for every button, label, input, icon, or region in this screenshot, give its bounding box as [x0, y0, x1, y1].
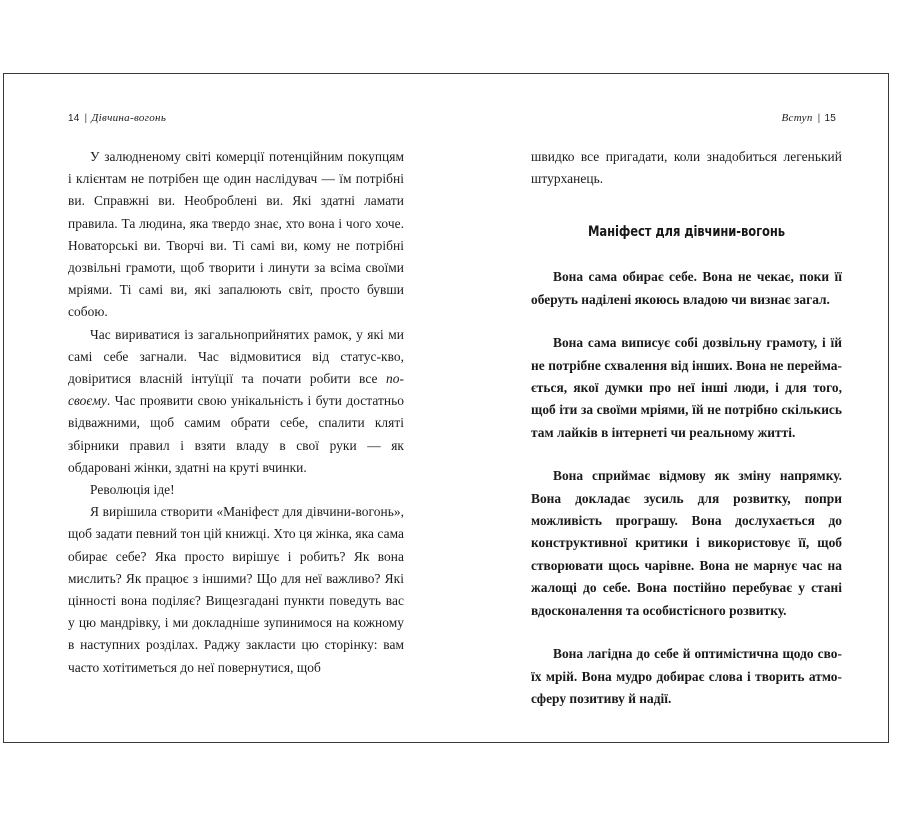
left-page-text-column: [68, 146, 404, 679]
manifesto-body: [531, 266, 842, 710]
paragraph: Час вириватися із загальноприйнятих рамок, у які ми самі себе загнали. Час відмовитися від статус-кво, довіритися власній інтуїції та почати робити все по-своєму. Час проявити свою унікальність і бути достатньо відважними, щоб самим обрати себе, спалити кляті збірники правил і взяти владу в свої руки — як обдаровані жінки, здатні на круті вчинки.: [68, 326, 404, 475]
right-page: [447, 74, 889, 742]
running-head-left: [68, 113, 166, 125]
intro-continuation: [531, 146, 842, 190]
paragraph: Революція іде!: [90, 482, 175, 498]
book-title-running-head: Дівчина-вогонь: [91, 112, 167, 124]
paragraph: швидко все пригадати, коли знадобиться легенький штурханець.: [531, 149, 842, 187]
manifesto-paragraph: Вона сама обирає себе. Вона не чекає, поки її оберуть наділені якоюсь владою чи визнає загал.: [531, 269, 842, 307]
running-head-separator-right: |: [817, 113, 821, 124]
right-page-text-column: [531, 146, 842, 710]
emphasised-phrase: по-своєму: [68, 371, 404, 409]
manifesto-paragraph: Вона лагідна до себе й оптимістична щодо своїх мрій. Вона мудро добирає слова і творить атмосферу позитиву й надії.: [531, 646, 842, 706]
running-head-right: [782, 113, 837, 125]
folio-number-right: 15: [824, 113, 836, 124]
section-title-running-head: Вступ: [781, 112, 813, 124]
section-heading: Маніфест для дівчини-вогонь: [588, 223, 785, 241]
manifesto-paragraph: Вона сама виписує собі дозвільну грамоту, і їй не потрібне схвалення від інших. Вона не переймається, якої думки про неї інші люди, і для того, щоб іти за своїми мріями, їй не потрібно скількись там лайків в інтернеті чи реальному житті.: [531, 335, 842, 440]
left-page: [4, 74, 447, 742]
paragraph: Я вирішила створити «Маніфест для дівчини-вогонь», щоб задати певний тон цій книжці. Хто ця жінка, яка сама обирає себе? Яка просто вирішує і робить? Як вона мислить? Як працює з іншими? Що для неї важливо? Які цінності вона поділяє? Вищезгадані пункти поведуть вас у цю мандрівку, і ми докладніше зупинимося на кожному в наступних розділах. Раджу закласти цю сторінку: вам часто хотітиметься до неї повернутися, щоб: [68, 504, 404, 675]
manifesto-paragraph: Вона сприймає відмову як зміну напрямку. Вона докладає зусиль для розвитку, попри можливість програшу. Вона дослухається до конструктивної критики і використовує її, щоб створювати щось чарівне. Вона не марнує час на жалощі до себе. Вона постійно перебуває у стані вдосконалення та особистісного розвитку.: [531, 468, 842, 618]
running-head-separator-left: |: [84, 113, 88, 124]
book-spread: [3, 73, 889, 743]
paragraph: У залюдненому світі комерції потенційним покупцям і клієнтам не потрібен ще один наслідувач — їм потрібні ви. Справжні ви. Необроблені ви. Які здатні ламати правила. Та людина, яка твердо знає, хто вона і чого хоче. Новаторські ви. Творчі ви. Ті самі ви, кому не потрібні дозвільні грамоти, щоб творити і линути за всіма своїми мріями. Ті самі ви, які запалюють світ, просто бувши собою.: [68, 149, 404, 320]
folio-number-left: 14: [68, 113, 80, 124]
